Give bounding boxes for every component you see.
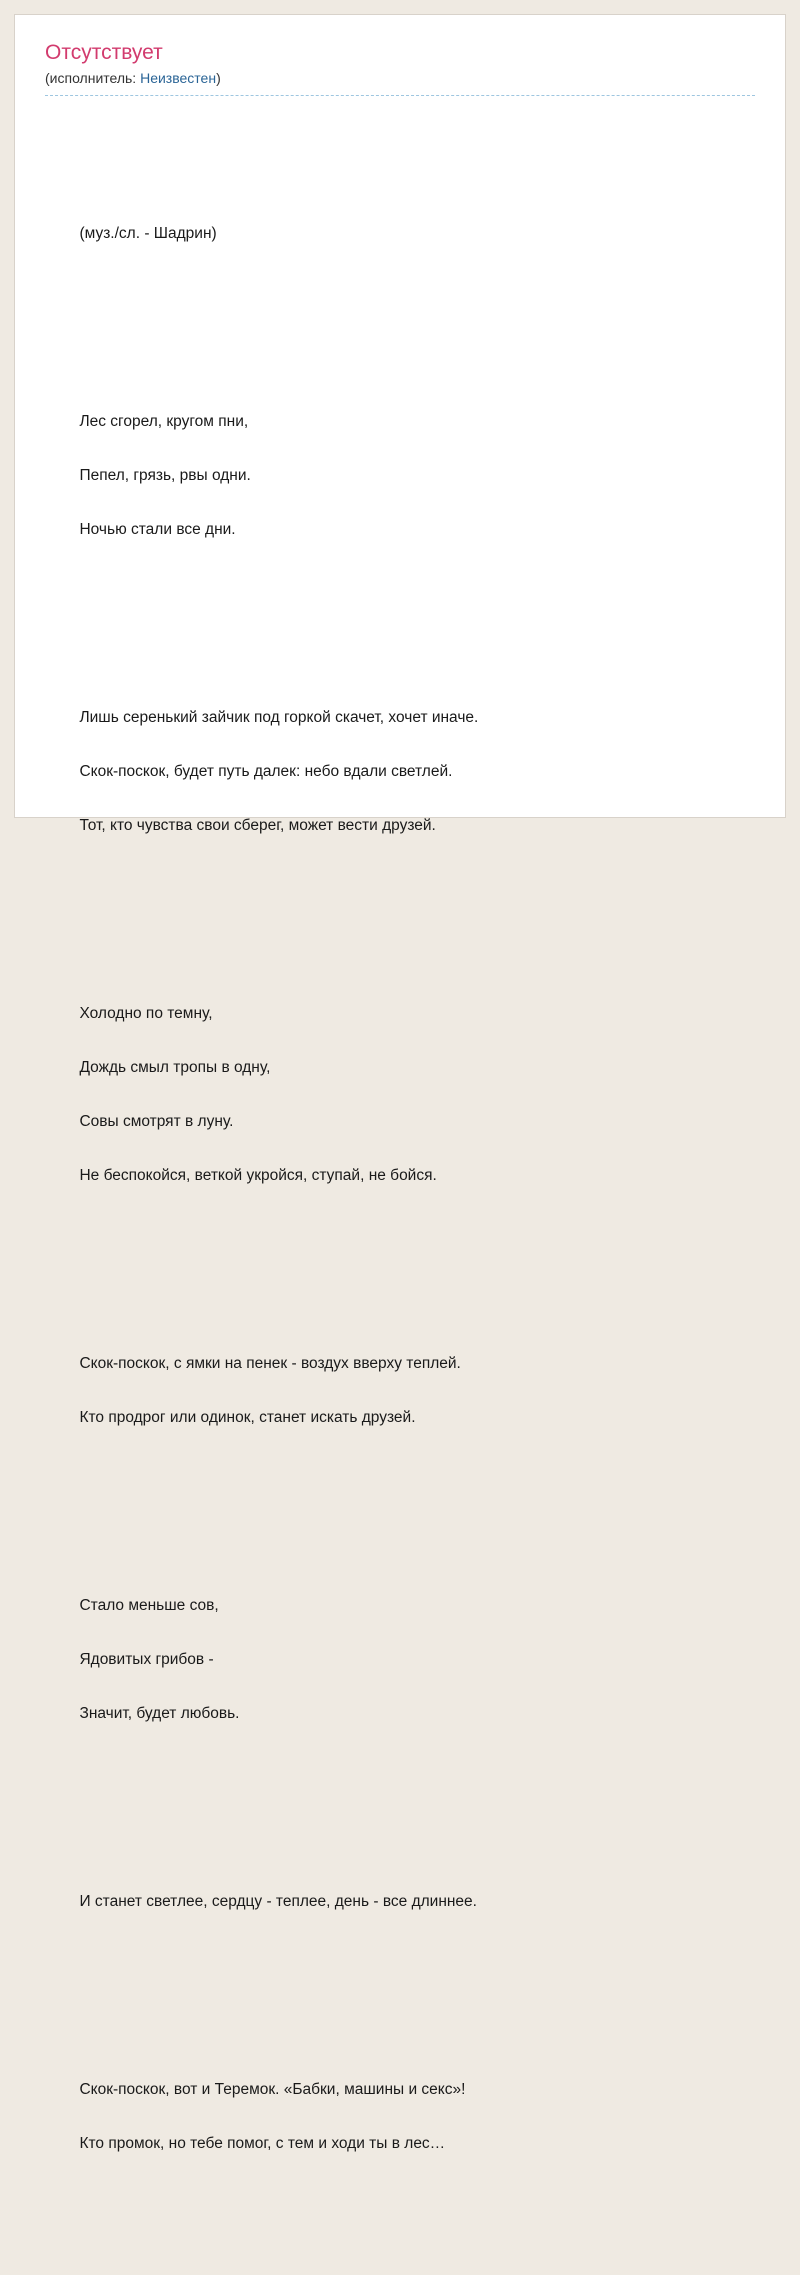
lyrics-line: Совы смотрят в луну. [79,1113,234,1131]
credits-line: (муз./сл. - Шадрин) [79,225,217,243]
lyrics-stanza [45,1861,755,1942]
credits-stanza [45,193,755,274]
performer-line [45,70,755,96]
lyrics-stanza [45,973,755,1216]
lyrics-stanza [45,381,755,570]
lyrics-stanza [45,1323,755,1458]
page-title: Отсутствует [45,41,163,64]
lyrics-line: Стало меньше сов, [79,1597,219,1615]
document-page [14,14,786,2153]
lyrics-line: Скок-поскок, будет путь далек: небо вдали светлей. [79,763,453,781]
lyrics-line: Значит, будет любовь. [79,1705,240,1723]
lyrics-line: Лес сгорел, кругом пни, [79,413,249,431]
lyrics-line: Не беспокойся, веткой укройся, ступай, не бойся. [79,1167,437,1185]
lyrics-line: Кто промок, но тебе помог, с тем и ходи ты в лес… [79,2135,446,2153]
performer-link[interactable]: Неизвестен [140,70,217,87]
lyrics-line: Лишь серенький зайчик под горкой скачет, хочет иначе. [79,709,479,727]
lyrics-body [45,112,755,2265]
lyrics-line: Холодно по темну, [79,1005,213,1023]
lyrics-line: Скок-поскок, с ямки на пенек - воздух вверху теплей. [79,1355,461,1373]
document-content [15,15,785,2275]
lyrics-line: И станет светлее, сердцу - теплее, день - все длиннее. [79,1893,477,1911]
lyrics-stanza [45,1565,755,1754]
lyrics-stanza [45,2049,755,2184]
performer-prefix-label: (исполнитель: [45,70,141,87]
lyrics-line: Пепел, грязь, рвы одни. [79,467,251,485]
lyrics-line: Кто продрог или одинок, станет искать друзей. [79,1409,416,1427]
lyrics-line: Ночью стали все дни. [79,521,236,539]
lyrics-line: Скок-поскок, вот и Теремок. «Бабки, машины и секс»! [79,2081,466,2099]
lyrics-line: Ядовитых грибов - [79,1651,214,1669]
lyrics-line: Дождь смыл тропы в одну, [79,1059,271,1077]
performer-suffix-label: ) [216,70,221,87]
lyrics-stanza [45,677,755,866]
lyrics-line: Тот, кто чувства свои сберег, может вести друзей. [79,817,436,835]
